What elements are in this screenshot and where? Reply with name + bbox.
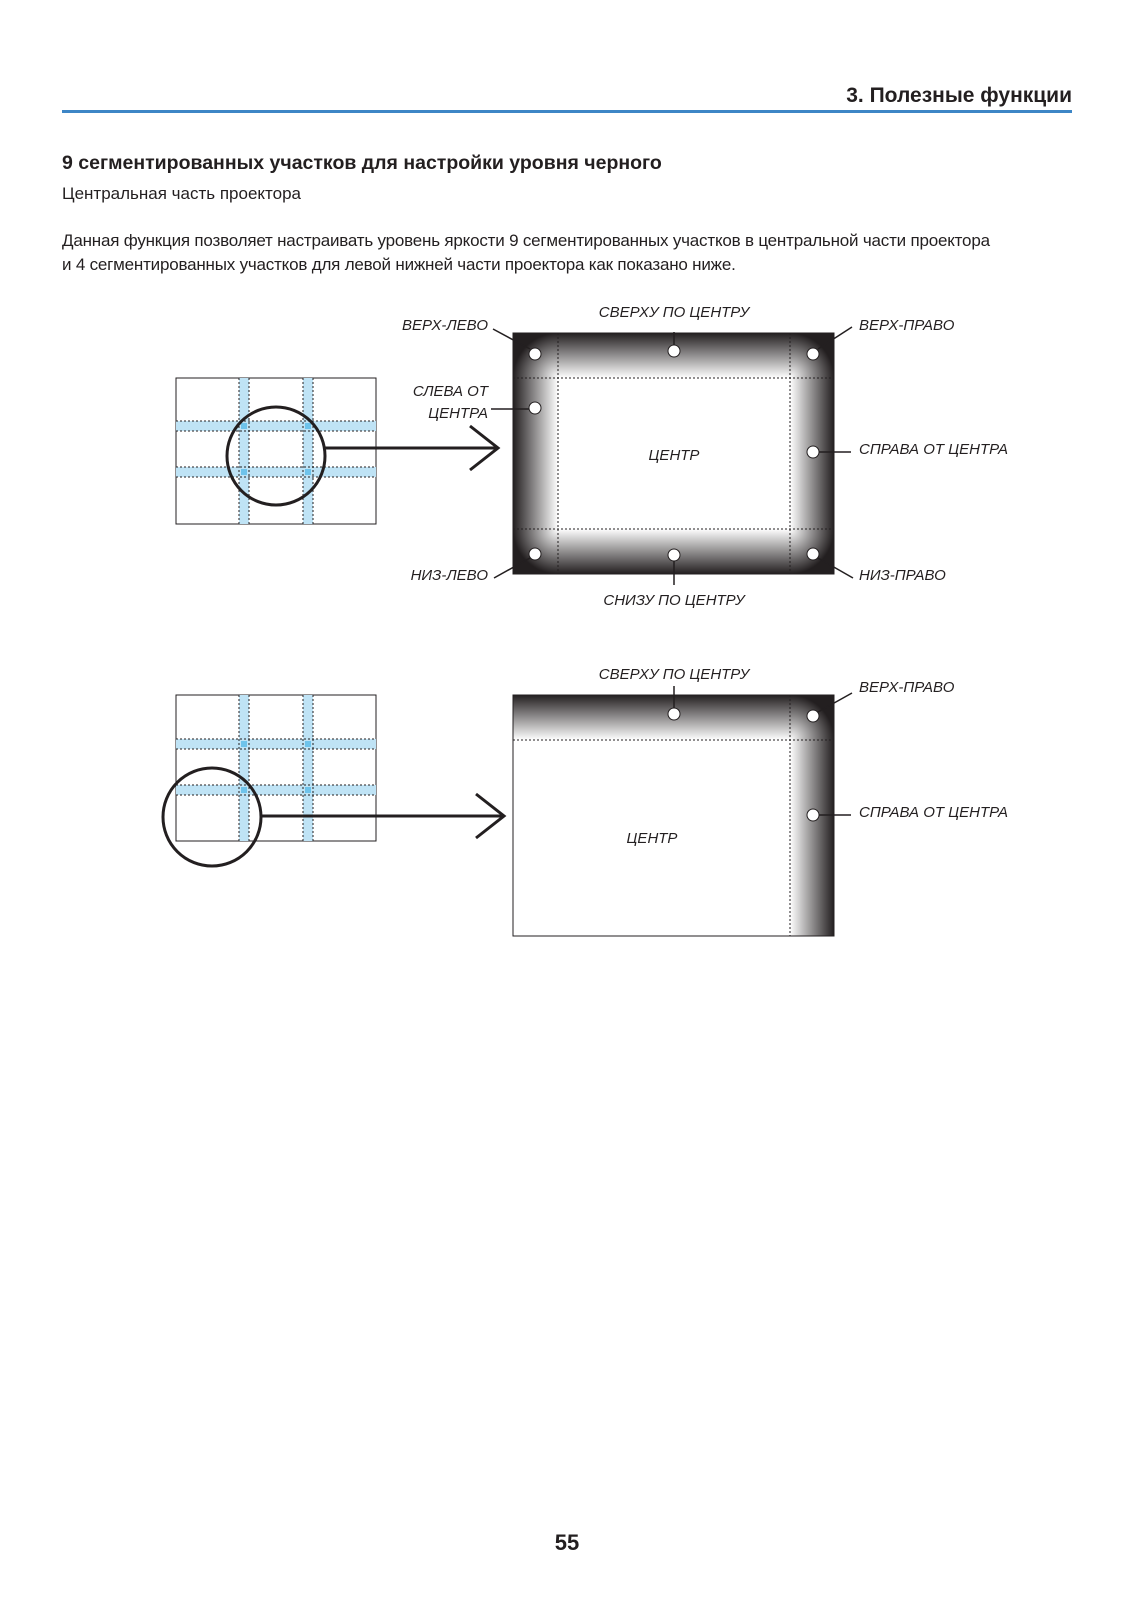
label-bottom-left: НИЗ-ЛЕВО — [410, 567, 488, 584]
label-bottom-right: НИЗ-ПРАВО — [859, 567, 946, 584]
paragraph-line-2: и 4 сегментированных участков для левой нижней части проектора как показано ниже. — [62, 255, 736, 274]
label-left-center-2: ЦЕНТРА — [428, 405, 488, 422]
label-center: ЦЕНТР — [648, 447, 700, 464]
label-center-2: ЦЕНТР — [626, 830, 678, 847]
label-top-right: ВЕРХ-ПРАВО — [859, 317, 955, 334]
chapter-title: 3. Полезные функции — [846, 84, 1072, 107]
label-right-center-2: СПРАВА ОТ ЦЕНТРА — [859, 804, 1008, 821]
label-top-center-2: СВЕРХУ ПО ЦЕНТРУ — [598, 666, 750, 683]
mini-grid-top — [176, 378, 376, 524]
section-subheading: Центральная часть проектора — [62, 184, 301, 203]
segment-map-4 — [513, 686, 852, 936]
label-right-center: СПРАВА ОТ ЦЕНТРА — [859, 441, 1008, 458]
mini-grid-bottom — [163, 695, 376, 866]
label-top-left: ВЕРХ-ЛЕВО — [402, 317, 488, 334]
label-top-right-2: ВЕРХ-ПРАВО — [859, 679, 955, 696]
label-bottom-center: СНИЗУ ПО ЦЕНТРУ — [603, 592, 745, 609]
paragraph-line-1: Данная функция позволяет настраивать уровень яркости 9 сегментированных участков в центральной части проектора — [62, 231, 990, 250]
page-number: 55 — [554, 1530, 580, 1555]
label-top-center: СВЕРХУ ПО ЦЕНТРУ — [598, 304, 750, 321]
label-left-center-1: СЛЕВА ОТ — [412, 383, 488, 400]
section-heading: 9 сегментированных участков для настройки уровня черного — [62, 152, 662, 174]
